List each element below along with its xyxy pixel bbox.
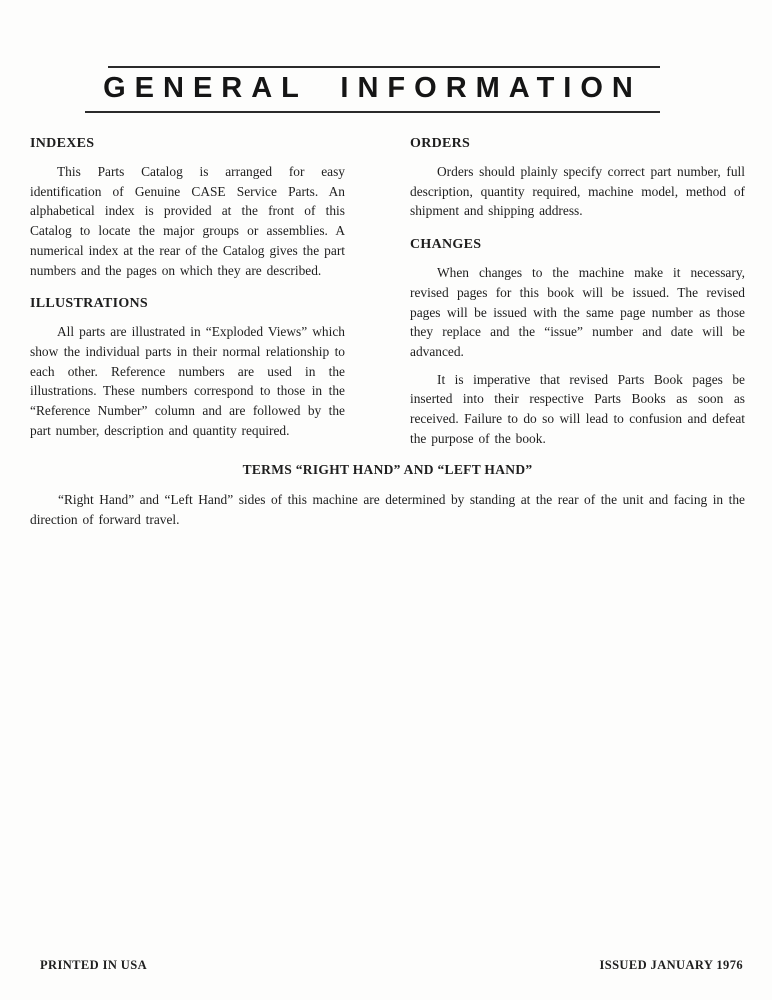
terms-heading: TERMS “RIGHT HAND” AND “LEFT HAND” (242, 462, 533, 478)
changes-paragraph-1: When changes to the machine make it necessary, revised pages for this book will be issued. The revised pages will be issued with the same page number as those they replace and the “issue” number and date will be advanced. (410, 265, 745, 359)
title-rule-bottom (85, 111, 660, 113)
changes-heading: CHANGES (410, 237, 482, 253)
page-title: GENERAL INFORMATION (103, 72, 642, 104)
issue-date-label: ISSUED JANUARY 1976 (599, 958, 743, 972)
printed-in-label: PRINTED IN USA (40, 958, 148, 972)
indexes-body: This Parts Catalog is arranged for easy identification of Genuine CASE Service Parts. An alphabetical index is provided at the front of this Catalog to locate the major groups or assemblies. A numerical index at the rear of the Catalog gives the part numbers and the pages on which they are described. (30, 164, 345, 278)
indexes-heading: INDEXES (30, 136, 95, 151)
orders-heading: ORDERS (410, 136, 471, 151)
terms-section (30, 462, 745, 529)
changes-paragraph-2: It is imperative that revised Parts Book pages be inserted into their respective Parts Books as soon as received. Failure to do so will lead to confusion and defeat the purpose of the book. (410, 371, 745, 446)
orders-body: Orders should plainly specify correct part number, full description, quantity required, machine model, method of shipment and shipping address. (410, 164, 745, 219)
terms-body: “Right Hand” and “Left Hand” sides of this machine are determined by standing at the rear of the unit and facing in the direction of forward travel. (30, 492, 745, 527)
right-column (410, 137, 745, 448)
illustrations-heading: ILLUSTRATIONS (30, 296, 149, 312)
two-column-body (30, 137, 745, 448)
page-footer (40, 958, 743, 973)
illustrations-body: All parts are illustrated in “Exploded Views” which show the individual parts in their normal relationship to each other. Reference numbers are used in the illustrations. These numbers correspond to those in the “Reference Number” column and are followed by the part number, description and quantity required. (30, 324, 345, 438)
masthead (85, 66, 660, 113)
title-rule-top (108, 66, 660, 68)
left-column (30, 137, 345, 440)
